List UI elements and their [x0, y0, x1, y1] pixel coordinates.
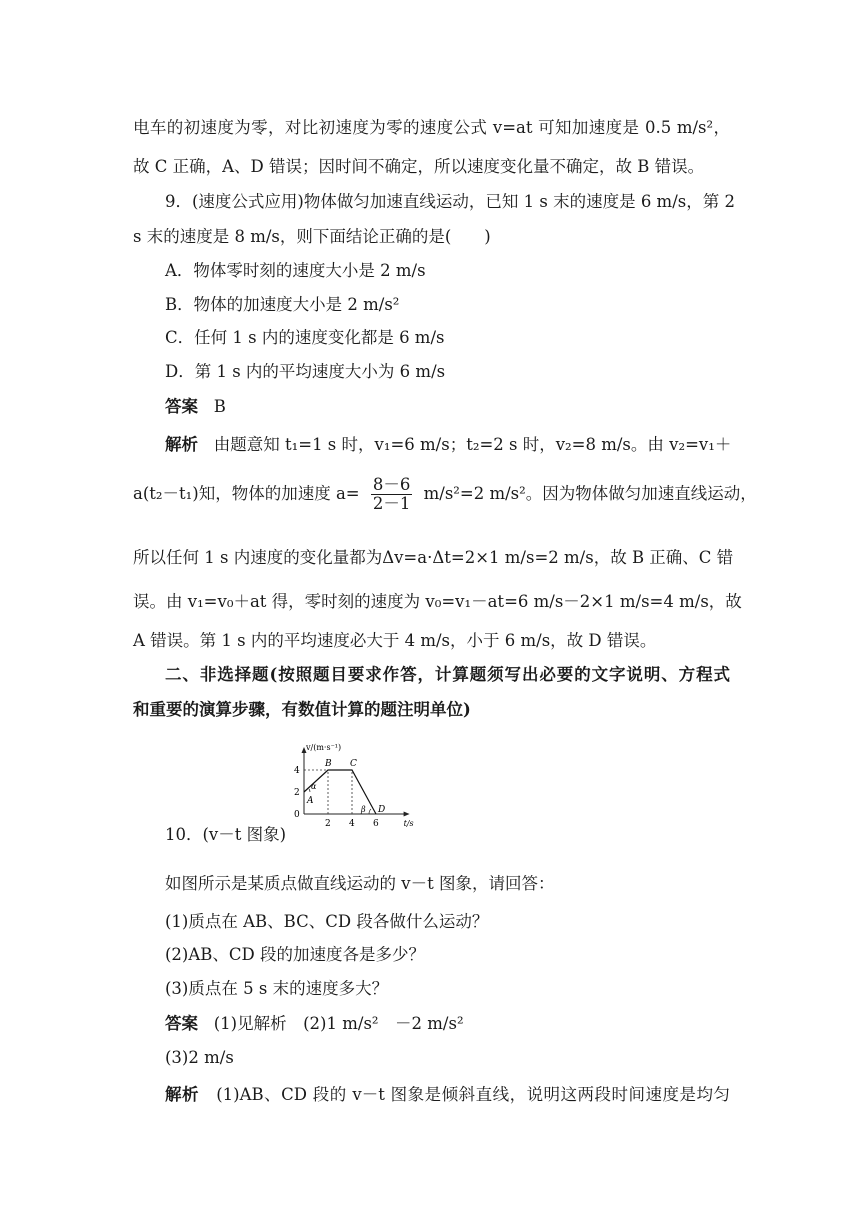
analysis-10-line	[165, 1083, 730, 1107]
analysis-9-line: 所以任何 1 s 内速度的变化量都为Δv=a·Δt=2×1 m/s=2 m/s，故 B 正确、C 错	[133, 548, 734, 567]
point-label-a: A	[307, 796, 314, 806]
point-label-c: C	[350, 759, 357, 769]
text-line: 故 C 正确，A、D 错误；因时间不确定，所以速度变化量不确定，故 B 错误。	[133, 157, 705, 176]
answer-value: (1)见解析 (2)1 m/s² －2 m/s²	[213, 1014, 464, 1033]
fraction-denominator: 2－1	[372, 494, 411, 513]
analysis-9-line	[165, 433, 730, 457]
x-tick-label: 4	[349, 819, 355, 829]
answer-9	[165, 395, 226, 419]
analysis-label: 解析	[165, 435, 198, 454]
analysis-text: a(t₂－t₁)知，物体的加速度 a=	[133, 484, 360, 503]
x-axis-arrow	[404, 812, 410, 817]
analysis-text: m/s²=2 m/s²。因为物体做匀加速直线运动，	[423, 484, 757, 503]
y-tick-label: 4	[294, 766, 300, 776]
question-9-stem: s 末的速度是 8 m/s，则下面结论正确的是( )	[133, 227, 491, 246]
x-axis-label: t/s	[403, 819, 414, 828]
answer-10-line2: (3)2 m/s	[165, 1048, 234, 1067]
analysis-label: 解析	[165, 1085, 199, 1104]
answer-label: 答案	[165, 1014, 198, 1033]
question-10-title: 10．(v－t 图象)	[165, 825, 287, 844]
graph-guides	[304, 770, 352, 814]
angle-alpha-arc	[309, 789, 310, 792]
point-label-d: D	[378, 805, 386, 815]
option-b: B．物体的加速度大小是 2 m/s²	[165, 295, 400, 314]
point-label-b: B	[325, 759, 332, 769]
analysis-9-line: 误。由 v₁=v₀＋at 得，零时刻的速度为 v₀=v₁－at=6 m/s－2×1 m/s=4 m/s，故	[133, 592, 742, 611]
analysis-text: 由题意知 t₁=1 s 时，v₁=6 m/s；t₂=2 s 时，v₂=8 m/s。由 v₂=v₁＋	[213, 435, 732, 454]
analysis-9-line: A 错误。第 1 s 内的平均速度必大于 4 m/s，小于 6 m/s，故 D 错误。	[133, 631, 657, 650]
question-10-part: (3)质点在 5 s 末的速度多大？	[165, 979, 389, 998]
origin-label: 0	[294, 810, 300, 820]
angle-label-alpha: α	[311, 782, 317, 791]
v-t-graph	[282, 738, 422, 838]
option-c: C．任何 1 s 内的速度变化都是 6 m/s	[165, 328, 445, 347]
section-heading: 和重要的演算步骤，有数值计算的题注明单位)	[133, 700, 471, 719]
option-d: D．第 1 s 内的平均速度大小为 6 m/s	[165, 362, 446, 381]
x-tick-label: 2	[325, 819, 331, 829]
analysis-9-line	[133, 474, 757, 514]
graph-labels	[294, 743, 414, 829]
y-axis-label: v/(m·s⁻¹)	[306, 743, 342, 752]
angle-label-beta: β	[361, 805, 366, 814]
fraction	[371, 476, 413, 513]
answer-10	[165, 1012, 464, 1036]
option-a: A．物体零时刻的速度大小是 2 m/s	[165, 261, 426, 280]
answer-label: 答案	[165, 397, 198, 416]
section-heading: 二、非选择题(按照题目要求作答，计算题须写出必要的文字说明、方程式	[165, 665, 730, 684]
angle-beta-arc	[369, 809, 371, 814]
question-10-part: (2)AB、CD 段的加速度各是多少？	[165, 945, 426, 964]
question-9-stem: 9．(速度公式应用)物体做匀加速直线运动，已知 1 s 末的速度是 6 m/s，第 2	[165, 192, 735, 211]
question-10-desc: 如图所示是某质点做直线运动的 v－t 图象，请回答：	[165, 874, 555, 893]
fraction-numerator: 8－6	[372, 475, 411, 494]
answer-value: B	[213, 397, 226, 416]
graph-axes	[302, 747, 410, 817]
y-tick-label: 2	[294, 788, 300, 798]
analysis-text: (1)AB、CD 段的 v－t 图象是倾斜直线，说明这两段时间速度是均匀	[216, 1085, 730, 1104]
x-tick-label: 6	[373, 819, 379, 829]
text-line: 电车的初速度为零，对比初速度为零的速度公式 v=at 可知加速度是 0.5 m/s²，	[133, 118, 730, 137]
question-10-part: (1)质点在 AB、BC、CD 段各做什么运动？	[165, 912, 489, 931]
